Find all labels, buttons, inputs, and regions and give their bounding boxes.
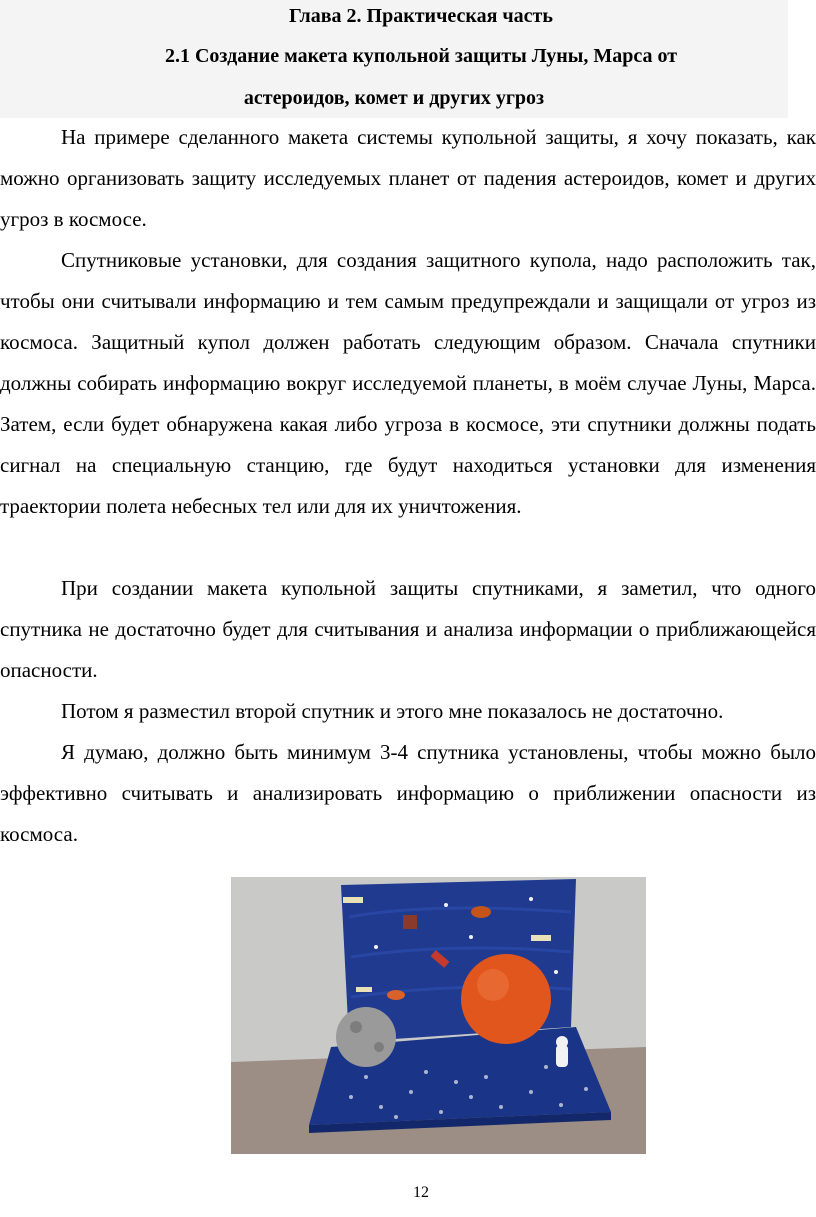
section-title-line1: 2.1 Создание макета купольной защиты Луны, Марса от bbox=[164, 45, 678, 67]
page-number: 12 bbox=[413, 1184, 429, 1201]
paragraph-second-satellite: Потом я разместил второй спутник и этого мне показалось не достаточно. bbox=[61, 699, 724, 723]
paragraph-intro: На примере сделанного макета системы купольной защиты, я хочу показать, как можно организовать защиту исследуемых планет от падения астероидов, комет и других угроз в космосе. bbox=[0, 125, 816, 231]
section-title-line2: астероидов, комет и других угроз bbox=[243, 87, 545, 109]
paragraph-conclusion: Я думаю, должно быть минимум 3-4 спутника установлены, чтобы можно было эффективно считывать и анализировать информацию о приближении опасности из космоса. bbox=[0, 740, 816, 846]
paragraph-satellites: Спутниковые установки, для создания защитного купола, надо расположить так, чтобы они считывали информацию и тем самым предупреждали и защищали от угроз из космоса. Защитный купол должен работать следующим образом. Сначала спутники должны собирать информацию вокруг исследуемой планеты, в моём случае Луны, Марса. Затем, если будет обнаружена какая либо угроза в космосе, эти спутники должны подать сигнал на специальную станцию, где будут находиться установки для изменения траектории полета небесных тел или для их уничтожения. bbox=[0, 248, 816, 518]
chapter-title: Глава 2. Практическая часть bbox=[289, 5, 553, 27]
model-photo bbox=[231, 877, 646, 1154]
paragraph-one-satellite: При создании макета купольной защиты спутниками, я заметил, что одного спутника не достаточно будет для считывания и анализа информации о приближающейся опасности. bbox=[0, 576, 816, 682]
dome-protection-model-image bbox=[231, 877, 646, 1154]
